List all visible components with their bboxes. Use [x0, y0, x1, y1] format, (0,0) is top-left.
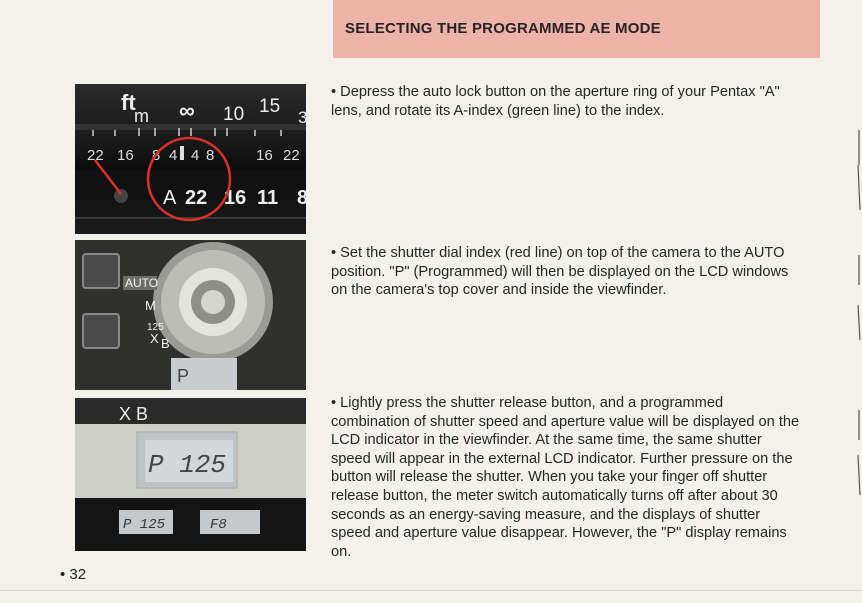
- depth-scale-number: 16: [117, 147, 134, 164]
- distance-label: 15: [259, 96, 281, 117]
- dial-label: 125: [147, 322, 164, 333]
- index-mark: [180, 146, 184, 160]
- depth-scale-number: 8: [206, 147, 215, 164]
- shutter-dial-photo: [75, 240, 306, 390]
- dial-label: B: [161, 336, 170, 351]
- external-lcd-aperture-text: F8: [210, 517, 227, 533]
- lens-aperture-illustration: [75, 84, 309, 234]
- external-lcd-shutter-text: P 125: [123, 517, 166, 533]
- distance-label: 10: [223, 104, 245, 125]
- depth-scale-number: 4: [191, 147, 200, 164]
- paragraph-step-2: • Set the shutter dial index (red line) on top of the camera to the AUTO position. "P" (Programmed) will then be displayed on the LCD windows on the camera's top cover and inside the viewfinder.: [331, 245, 789, 299]
- lcd-p-label: P: [177, 366, 190, 386]
- distance-label: m: [134, 106, 149, 126]
- aperture-label: 8: [297, 187, 309, 209]
- shutter-dial-illustration: [75, 240, 306, 390]
- binding-edge-marks: [853, 0, 862, 603]
- dial-label: AUTO: [125, 276, 159, 290]
- aperture-label: 16: [224, 187, 247, 209]
- aperture-label: 11: [257, 187, 279, 209]
- depth-scale-number: 22: [283, 147, 300, 164]
- page-number: • 32: [60, 566, 87, 583]
- distance-label: ft: [121, 90, 136, 115]
- distance-label: ∞: [179, 98, 195, 123]
- distance-label: 3: [298, 108, 308, 127]
- lens-aperture-photo: [75, 84, 309, 234]
- dial-fragment: X B: [119, 404, 149, 424]
- viewfinder-lcd-text: P 125: [148, 450, 227, 480]
- depth-scale-number: 22: [87, 147, 104, 164]
- page-title: SELECTING THE PROGRAMMED AE MODE: [345, 20, 661, 37]
- external-lcd-aperture: [200, 510, 260, 534]
- depth-scale-number: 4: [169, 147, 178, 164]
- aperture-label: A: [163, 187, 177, 209]
- dial-label: M: [145, 298, 156, 313]
- depth-scale-number: 8: [152, 147, 161, 164]
- depth-scale-number: 16: [256, 147, 273, 164]
- paragraph-step-3: • Lightly press the shutter release button, and a programmed combination of shutter speed and aperture value will be displayed on the LCD indicator in the viewfinder. At the same time, the same shutter speed will appear in the external LCD indicator. Further pressure on the button will release the shutter. When you take your finger off shutter release button, the meter switch automatically turns off after about 30 seconds as an energy-saving measure, and the displays of shutter speed and aperture value disappear. However, the "P" display remains on.: [331, 395, 800, 560]
- auto-lock-button: [114, 189, 128, 203]
- lcd-display-illustration: [75, 398, 306, 551]
- page-edge-rule: [0, 590, 862, 591]
- paragraph-step-1: • Depress the auto lock button on the aperture ring of your Pentax "A" lens, and rotate its A-index (green line) to the index.: [331, 84, 780, 119]
- lcd-display-photo: [75, 398, 306, 551]
- dial-label: X: [150, 331, 159, 346]
- aperture-label: 22: [185, 187, 208, 209]
